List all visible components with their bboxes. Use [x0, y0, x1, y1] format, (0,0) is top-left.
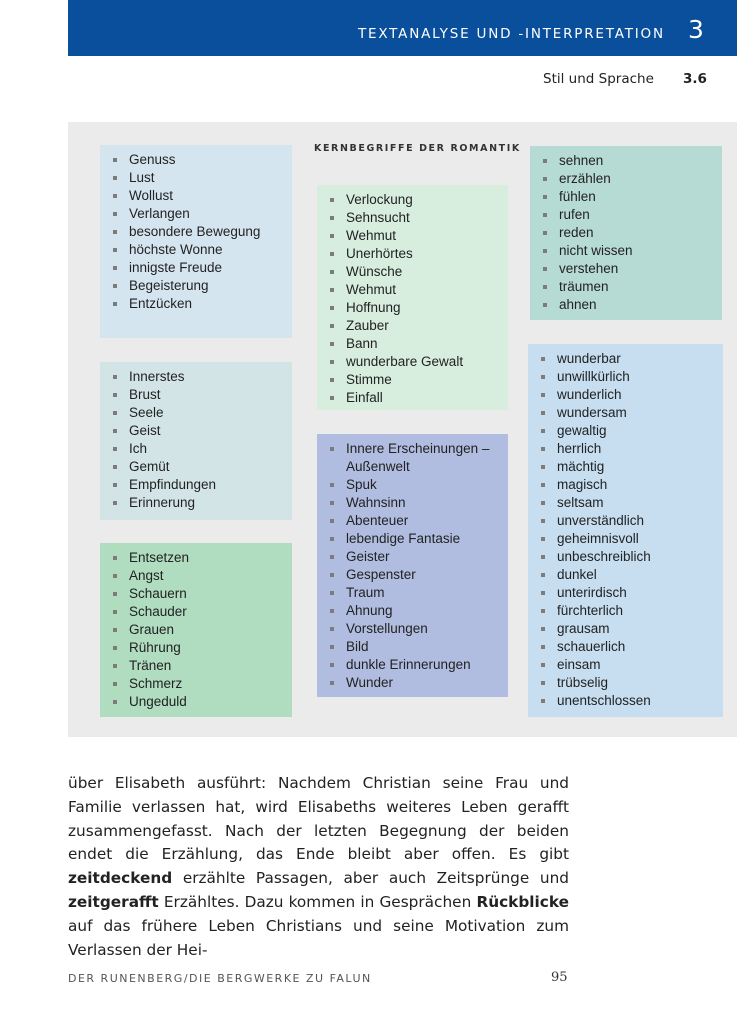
- term-item: einsam: [538, 656, 717, 674]
- term-item: Ich: [110, 440, 286, 458]
- term-item: Tränen: [110, 657, 286, 675]
- term-list: [540, 152, 716, 314]
- term-item: mächtig: [538, 458, 717, 476]
- term-item: Abenteuer: [327, 512, 502, 530]
- term-item: ahnen: [540, 296, 716, 314]
- page-number: 95: [551, 970, 568, 985]
- term-item: fürchterlich: [538, 602, 717, 620]
- term-item: besondere Bewegung: [110, 223, 286, 241]
- term-item: dunkle Erinnerungen: [327, 656, 502, 674]
- section-title: Stil und Sprache: [543, 71, 654, 87]
- term-item: unwillkürlich: [538, 368, 717, 386]
- section-number: 3.6: [683, 71, 707, 87]
- term-item: Erinnerung: [110, 494, 286, 512]
- term-item: unverständlich: [538, 512, 717, 530]
- term-item: Zauber: [327, 317, 502, 335]
- term-item: wunderlich: [538, 386, 717, 404]
- term-item: verstehen: [540, 260, 716, 278]
- term-item: Bild: [327, 638, 502, 656]
- term-list: [110, 549, 286, 711]
- body-text-4: auf das frühere Leben Christians und seine Motivation zum Verlassen der Hei-: [68, 916, 569, 959]
- term-item: Wehmut: [327, 227, 502, 245]
- chapter-title: TEXTANALYSE UND -INTERPRETATION: [358, 26, 665, 42]
- term-item: Wollust: [110, 187, 286, 205]
- term-item: unbeschreiblich: [538, 548, 717, 566]
- term-item: Geist: [110, 422, 286, 440]
- term-item: [327, 440, 502, 476]
- term-item: gewaltig: [538, 422, 717, 440]
- term-item: Geister: [327, 548, 502, 566]
- term-item: lebendige Fantasie: [327, 530, 502, 548]
- term-item: Genuss: [110, 151, 286, 169]
- term-item: nicht wissen: [540, 242, 716, 260]
- term-item: Entzücken: [110, 295, 286, 313]
- term-item: Schauern: [110, 585, 286, 603]
- term-item: Innerstes: [110, 368, 286, 386]
- term-item: geheimnisvoll: [538, 530, 717, 548]
- term-item: Verlockung: [327, 191, 502, 209]
- term-item: Seele: [110, 404, 286, 422]
- term-item: unterirdisch: [538, 584, 717, 602]
- term-list: [327, 191, 502, 407]
- term-item: rufen: [540, 206, 716, 224]
- term-item: Lust: [110, 169, 286, 187]
- term-item: Traum: [327, 584, 502, 602]
- term-item: Schmerz: [110, 675, 286, 693]
- term-item: erzählen: [540, 170, 716, 188]
- box-fear-terms: [100, 543, 292, 717]
- term-item: höchste Wonne: [110, 241, 286, 259]
- box-verb-terms: [530, 146, 722, 320]
- body-text-1: über Elisabeth ausführt: Nachdem Christian seine Frau und Familie verlassen hat, wird Elisabeths weiteres Leben gerafft zusammengefasst. Nach der letzten Begegnung der beiden endet die Erzählung, das Ende bleibt aber offen. Es gibt: [68, 774, 569, 864]
- term-item: reden: [540, 224, 716, 242]
- figure-heading: KERNBEGRIFFE DER ROMANTIK: [314, 143, 521, 154]
- term-item: Sehnsucht: [327, 209, 502, 227]
- term-item: Gemüt: [110, 458, 286, 476]
- term-item: trübselig: [538, 674, 717, 692]
- chapter-number: 3: [688, 15, 704, 44]
- term-item: Entsetzen: [110, 549, 286, 567]
- box-pleasure-terms: [100, 145, 292, 338]
- term-item: Hoffnung: [327, 299, 502, 317]
- term-item: Verlangen: [110, 205, 286, 223]
- term-item: Wunder: [327, 674, 502, 692]
- box-inner-self-terms: [100, 362, 292, 520]
- body-bold-2: zeitgerafft: [68, 892, 159, 911]
- term-item: Begeisterung: [110, 277, 286, 295]
- term-text-cont: Außenwelt: [346, 459, 410, 474]
- term-item: grausam: [538, 620, 717, 638]
- term-item: herrlich: [538, 440, 717, 458]
- term-text: Innere Erscheinungen –: [346, 441, 490, 456]
- box-adjective-terms: [528, 344, 723, 717]
- body-text-2: erzählte Passagen, aber auch Zeitsprünge und: [172, 869, 569, 888]
- term-item: Wahnsinn: [327, 494, 502, 512]
- term-item: magisch: [538, 476, 717, 494]
- term-item: wunderbare Gewalt: [327, 353, 502, 371]
- term-item: Einfall: [327, 389, 502, 407]
- term-item: Gespenster: [327, 566, 502, 584]
- box-apparition-terms: [317, 434, 508, 697]
- term-item: Schauder: [110, 603, 286, 621]
- term-item: Brust: [110, 386, 286, 404]
- term-list: [110, 151, 286, 313]
- term-item: Ungeduld: [110, 693, 286, 711]
- body-bold-3: Rückblicke: [476, 892, 569, 911]
- term-item: dunkel: [538, 566, 717, 584]
- term-list: [538, 350, 717, 710]
- term-list: [327, 440, 502, 476]
- term-list: [327, 476, 502, 692]
- term-item: schauerlich: [538, 638, 717, 656]
- term-item: wundersam: [538, 404, 717, 422]
- footer-book-title: DER RUNENBERG/DIE BERGWERKE ZU FALUN: [68, 972, 372, 985]
- term-item: Rührung: [110, 639, 286, 657]
- box-longing-terms: [317, 185, 508, 410]
- term-item: Bann: [327, 335, 502, 353]
- body-paragraph: [68, 772, 569, 962]
- term-item: Empfindungen: [110, 476, 286, 494]
- term-item: wunderbar: [538, 350, 717, 368]
- term-item: träumen: [540, 278, 716, 296]
- body-bold-1: zeitdeckend: [68, 869, 173, 888]
- body-text-3: Erzähltes. Dazu kommen in Gesprächen: [158, 892, 477, 911]
- term-list: [110, 368, 286, 512]
- term-item: Angst: [110, 567, 286, 585]
- term-item: Vorstellungen: [327, 620, 502, 638]
- term-item: Wünsche: [327, 263, 502, 281]
- term-item: Ahnung: [327, 602, 502, 620]
- term-item: Unerhörtes: [327, 245, 502, 263]
- term-item: sehnen: [540, 152, 716, 170]
- term-item: Wehmut: [327, 281, 502, 299]
- term-item: unentschlossen: [538, 692, 717, 710]
- term-item: innigste Freude: [110, 259, 286, 277]
- term-item: fühlen: [540, 188, 716, 206]
- term-item: seltsam: [538, 494, 717, 512]
- term-item: Spuk: [327, 476, 502, 494]
- term-item: Grauen: [110, 621, 286, 639]
- term-item: Stimme: [327, 371, 502, 389]
